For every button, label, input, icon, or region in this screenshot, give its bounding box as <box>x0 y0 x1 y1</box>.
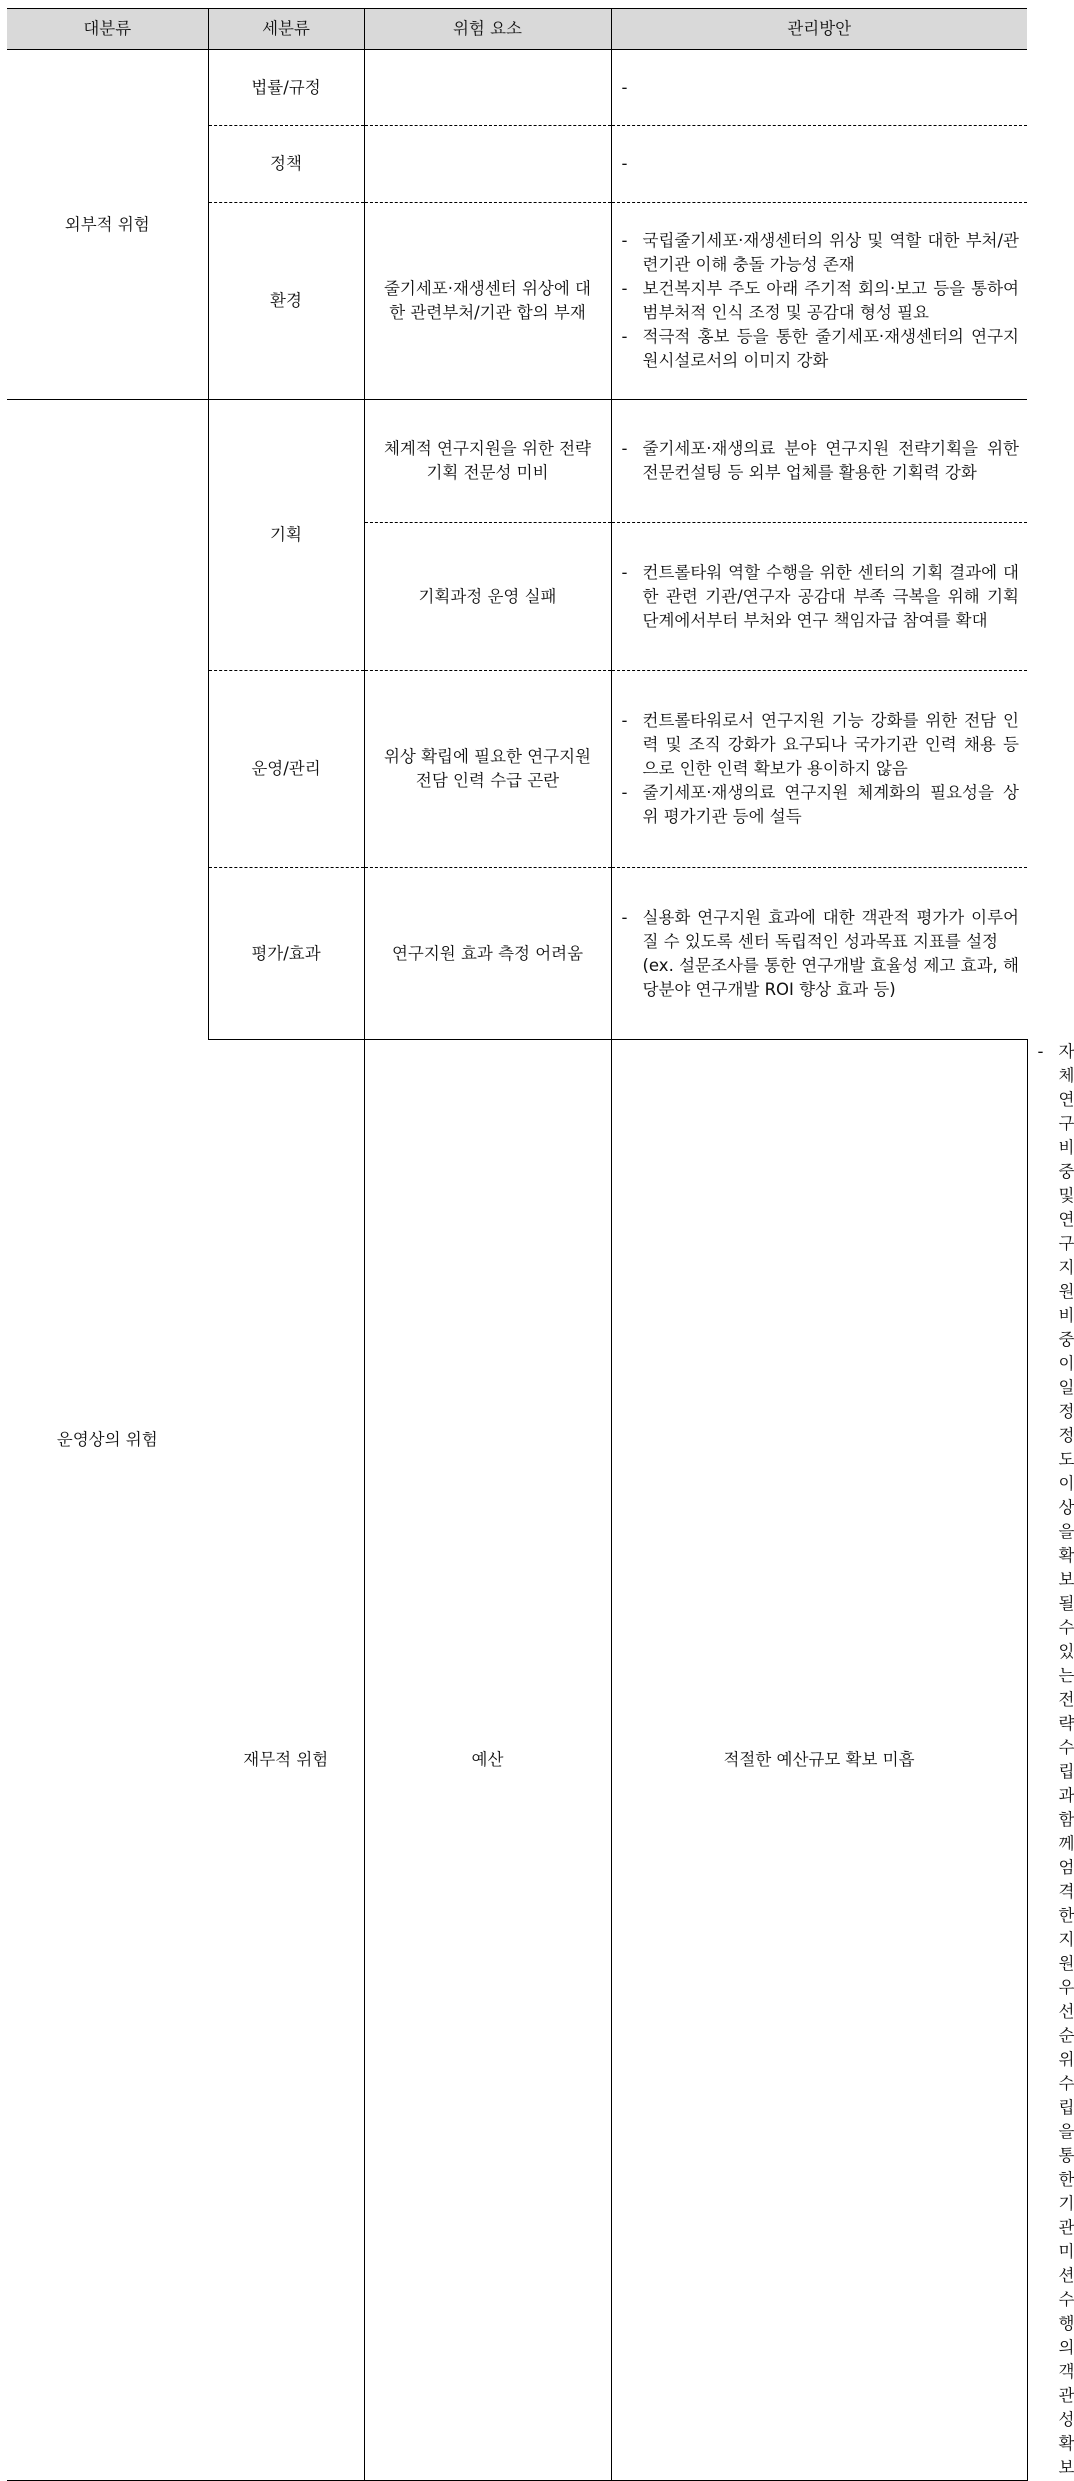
list-item-note: (ex. 설문조사를 통한 연구개발 효율성 제고 효과, 해당분야 연구개발 ROI 향상 효과 등) <box>642 955 1019 999</box>
subcategory-planning: 기획 <box>208 400 364 671</box>
mgmt-evaluation <box>611 868 1027 1040</box>
header-major-category: 대분류 <box>7 9 208 50</box>
subcategory-budget: 예산 <box>364 1040 611 2481</box>
table-row <box>7 400 1027 523</box>
category-external: 외부적 위험 <box>7 50 208 400</box>
header-risk-factor: 위험 요소 <box>364 9 611 50</box>
list-item: - 자체연구비중 및 연구지원 비중이 일정정도 이상을 확보될 수 있는 전략수립과 함께 엄격한 지원 우선순위 수립을 통한 기관 미션 수행의 객관성 확보 <box>1038 1040 1059 2480</box>
table-header-row <box>7 9 1027 50</box>
mgmt-law: - <box>611 50 1027 126</box>
list-item: - 실용화 연구지원 효과에 대한 객관적 평가가 이루어질 수 있도록 센터 독립적인 성과목표 지표를 설정 <box>622 906 1020 954</box>
list-item: - 컨트롤타워 역할 수행을 위한 센터의 기획 결과에 대한 관련 기관/연구자 공감대 부족 극복을 위해 기획 단계에서부터 부처와 연구 책임자급 참여를 확대 <box>622 561 1020 633</box>
risk-planning-strategy: 체계적 연구지원을 위한 전략기획 전문성 미비 <box>364 400 611 523</box>
risk-management-table <box>7 8 1074 2481</box>
list-item: - 줄기세포·재생의료 연구지원 체계화의 필요성을 상위 평가기관 등에 설득 <box>622 781 1020 829</box>
subcategory-law: 법률/규정 <box>208 50 364 126</box>
risk-budget: 적절한 예산규모 확보 미흡 <box>611 1040 1027 2481</box>
header-sub-category: 세분류 <box>208 9 364 50</box>
subcategory-environment: 환경 <box>208 203 364 400</box>
table-row <box>7 50 1027 126</box>
subcategory-policy: 정책 <box>208 126 364 203</box>
mgmt-planning-strategy <box>611 400 1027 523</box>
risk-evaluation: 연구지원 효과 측정 어려움 <box>364 868 611 1040</box>
mgmt-planning-process <box>611 523 1027 671</box>
risk-planning-process: 기획과정 운영 실패 <box>364 523 611 671</box>
category-financial: 재무적 위험 <box>208 1040 364 2481</box>
list-item: - 컨트롤타워로서 연구지원 기능 강화를 위한 전담 인력 및 조직 강화가 요구되나 국가기관 인력 채용 등으로 인한 인력 확보가 용이하지 않음 <box>622 709 1020 781</box>
subcategory-operation: 운영/관리 <box>208 671 364 868</box>
header-management-plan: 관리방안 <box>611 9 1027 50</box>
list-item: - 국립줄기세포·재생센터의 위상 및 역할 대한 부처/관련기관 이해 충돌 가능성 존재 <box>622 229 1020 277</box>
mgmt-policy: - <box>611 126 1027 203</box>
list-item: - 적극적 홍보 등을 통한 줄기세포·재생센터의 연구지원시설로서의 이미지 강화 <box>622 325 1020 373</box>
category-operational: 운영상의 위험 <box>7 400 208 2481</box>
risk-policy <box>364 126 611 203</box>
list-item: - 줄기세포·재생의료 분야 연구지원 전략기획을 위한 전문컨설팅 등 외부 업체를 활용한 기획력 강화 <box>622 437 1020 485</box>
risk-operation: 위상 확립에 필요한 연구지원 전담 인력 수급 곤란 <box>364 671 611 868</box>
list-item: - 보건복지부 주도 아래 주기적 회의·보고 등을 통하여 범부처적 인식 조정 및 공감대 형성 필요 <box>622 277 1020 325</box>
subcategory-evaluation: 평가/효과 <box>208 868 364 1040</box>
mgmt-environment <box>611 203 1027 400</box>
risk-law <box>364 50 611 126</box>
mgmt-operation <box>611 671 1027 868</box>
risk-environment: 줄기세포·재생센터 위상에 대한 관련부처/기관 합의 부재 <box>364 203 611 400</box>
